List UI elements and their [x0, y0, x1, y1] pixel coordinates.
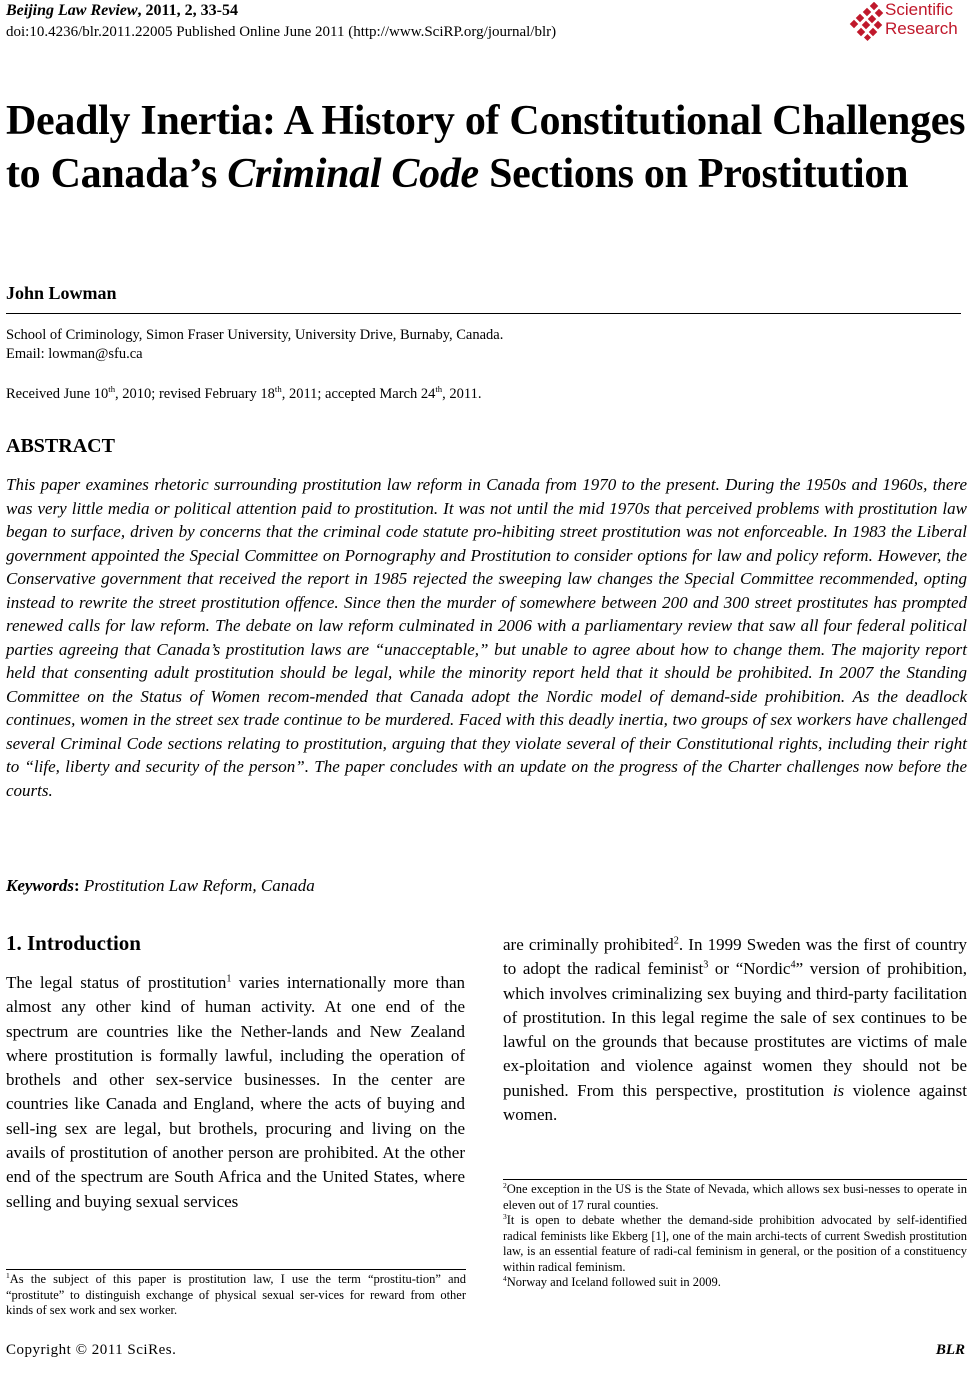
- author-name: John Lowman: [6, 283, 117, 303]
- doi-line: doi:10.4236/blr.2011.22005 Published Online June 2011 (http://www.SciRP.org/journal/blr): [6, 24, 557, 40]
- logo-text: Scientific Research: [885, 0, 958, 38]
- footnote-divider-left: [6, 1269, 466, 1270]
- section-heading: 1. Introduction: [6, 931, 141, 955]
- author-affiliation: School of Criminology, Simon Fraser University, University Drive, Burnaby, Canada. Email: lowman@sfu.ca: [6, 327, 504, 362]
- title-italic: Criminal Code: [227, 151, 479, 197]
- footnote-divider-right: [503, 1179, 967, 1180]
- journal-name: Beijing Law Review: [6, 2, 138, 19]
- keywords-values: Prostitution Law Reform, Canada: [83, 876, 315, 895]
- footnote-2: $^2$One exception in the US is the State of Nevada, which allows sex busi-nesses to operate in eleven out of 17 rural counties.: [503, 1180, 967, 1212]
- journal-volume: , 2011, 2, 33-54: [137, 2, 238, 19]
- keywords: Keywords: Prostitution Law Reform, Canada: [6, 876, 315, 895]
- abstract-text: This paper examines rhetoric surrounding prostitution law reform in Canada from 1970 to the present. During the 1950s and 1960s, there was very little media or political attention paid to prostitution. It was not until the mid 1970s that perceived problems with prostitution law began to surface, driven by concerns that the criminal code statute pro-hibiting street prostitution was not enforceable. In 1983 the Liberal government appointed the Special Committee on Pornography and Prostitution to consider options for law and policy reform. However, the Conservative government that received the report in 1985 rejected the sweeping law changes the Special Committee recommended, opting instead to rewrite the street prostitution offence. Since then the murder of somewhere between 200 and 300 street prostitutes has prompted renewed calls for law reform. The debate on law reform culminated in 2006 with a parliamentary review that saw all four federal political parties agreeing that Canada’s prostitution laws are “unacceptable,” but unable to agree about how to change them. The majority report held that consenting adult prostitution should be legal, while the minority report held that it should be prohibited. In 2007 the Standing Committee on the Status of Women recom-mended that Canada adopt the Nordic model of demand-side prohibition. As the deadlock continues, women in the street sex trade continue to be murdered. Faced with this deadly inertia, two groups of sex workers have challenged several Criminal Code sections relating to prostitution, arguing that they violate several of their Constitutional rights, including their right to “life, liberty and security of the person”. The paper concludes with an update on the progress of the Charter challenges now before the courts.: [6, 475, 967, 800]
- journal-citation: [6, 1, 238, 21]
- footnote-ref-1[interactable]: 1: [226, 973, 232, 985]
- footnote-ref-3[interactable]: 3: [703, 959, 709, 971]
- body-right-column: are criminally prohibited$^2$. In 1999 Sweden was the first of country to adopt the radical feminist$^3$ or “Nordic$^4$” version of prohibition, which involves criminalizing sex buying and third-party facilitation of prostitution. In this legal regime the sale of sex continues to be lawful on the grounds that because prostitutes are victims of male ex-ploitation and violence against women they should not be punished. From this perspective, prostitution is violence against women.: [503, 935, 968, 1125]
- author-divider: [6, 313, 961, 314]
- author-email[interactable]: Email: lowman@sfu.ca: [6, 346, 143, 362]
- footnotes-right: [503, 1182, 967, 1291]
- footnote-ref-4[interactable]: 4: [790, 959, 796, 971]
- diamond-cluster-icon: [849, 2, 885, 42]
- footnote-ref-2[interactable]: 2: [673, 935, 679, 947]
- footnote-1: $^1$As the subject of this paper is prostitution law, I use the term “prostitu-tion” and “prostitute” to distinguish exchange of physical sexual ser-vices for reward from other kinds of sex work and sex worker.: [6, 1270, 466, 1317]
- received-dates: Received June 10th, 2010; revised February 18th, 2011; accepted March 24th, 2011.: [6, 384, 482, 402]
- keywords-label: Keywords: [6, 876, 74, 895]
- copyright: Copyright © 2011 SciRes.: [6, 1342, 177, 1358]
- footnote-4: $^4$Norway and Iceland followed suit in 2009.: [503, 1273, 721, 1289]
- article-title: Deadly Inertia: A History of Constitutional Challenges to Canada’s Criminal Code Sections on Prostitution: [6, 98, 966, 197]
- abstract-heading: ABSTRACT: [6, 435, 115, 457]
- footnote-3: $^3$It is open to debate whether the demand-side prohibition advocated by self-identified radical feminists like Ekberg [1], one of the main archi-tects of current Swedish prostitution law, is an essential feature of radi-cal feminism in general, or the position of a constituency within radical feminism.: [503, 1211, 967, 1274]
- journal-abbreviation: BLR: [935, 1342, 965, 1358]
- publisher-logo: [849, 0, 969, 44]
- body-left-column: The legal status of prostitution$^1$ varies internationally more than almost any other kind of human activity. At one end of the spectrum are countries like the Nether-lands and New Zealand where prostitution is formally lawful, including the operation of brothels and other sex-service businesses. In the center are countries like Canada and England, where the acts of buying and sell-ing sex are legal, but brothels, procuring and living on the avails of prostitution of another person are prohibited. At the other end of the spectrum are South Africa and the United States, where selling and buying sexual services: [6, 973, 465, 1211]
